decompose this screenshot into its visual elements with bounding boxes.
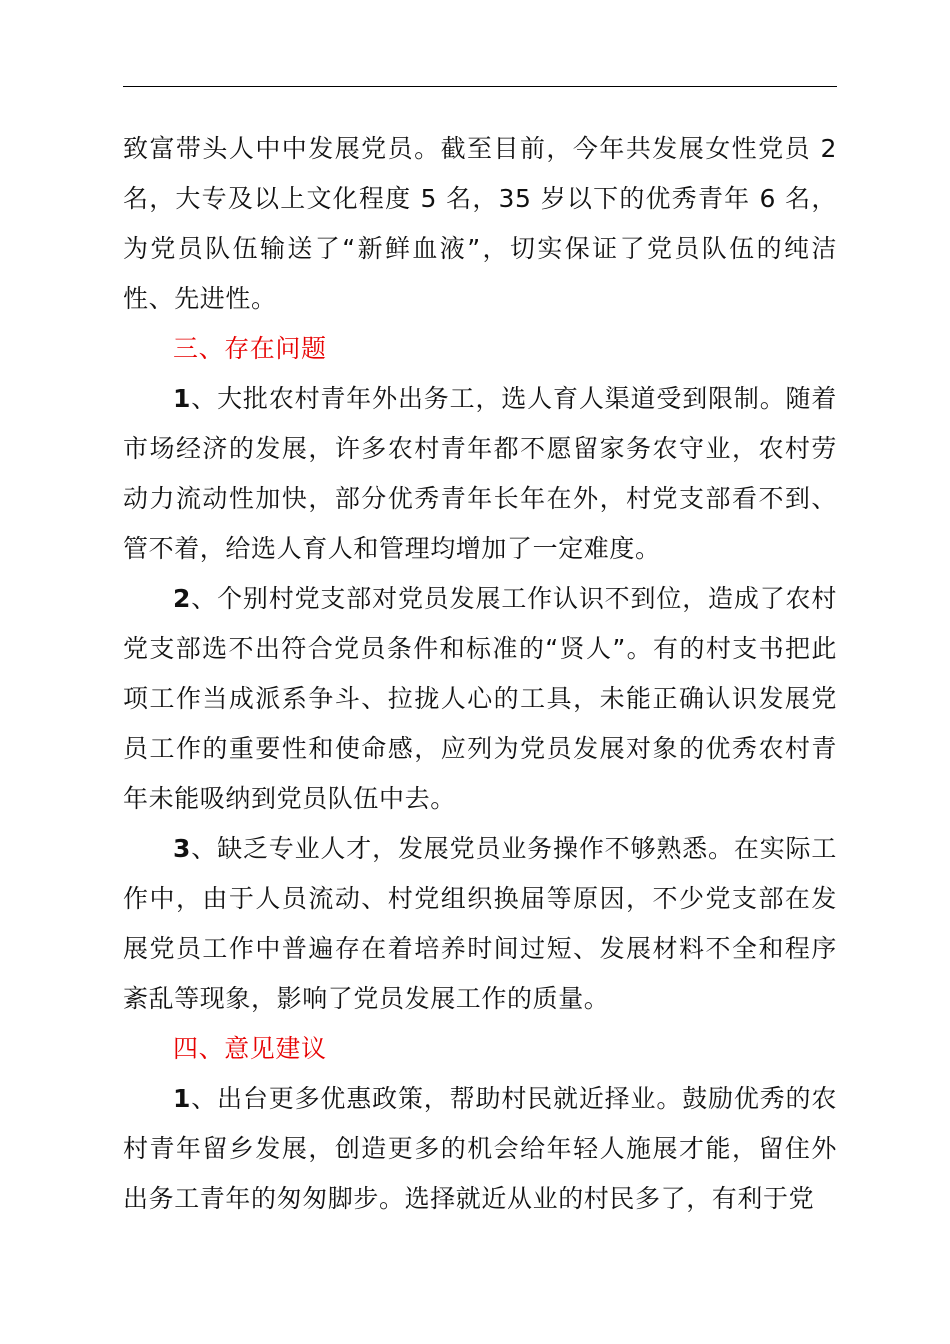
heading-text: 三、存在问题 bbox=[173, 334, 327, 363]
section-heading-suggestions bbox=[123, 1024, 837, 1074]
header-rule bbox=[123, 86, 837, 87]
paragraph-text: 致富带头人中中发展党员。截至目前，今年共发展女性党员 2 名，大专及以上文化程度 5 名，35 岁以下的优秀青年 6 名，为党员队伍输送了“新鲜血液”，切实保证了党员队伍的纯洁性、先进性。 bbox=[123, 134, 837, 313]
item-number: 1 bbox=[173, 384, 191, 413]
paragraph-problem-1 bbox=[123, 374, 837, 574]
paragraph-text: 、大批农村青年外出务工，选人育人渠道受到限制。随着市场经济的发展，许多农村青年都不愿留家务农守业，农村劳动力流动性加快，部分优秀青年长年在外，村党支部看不到、管不着，给选人育人和管理均增加了一定难度。 bbox=[123, 384, 837, 563]
paragraph-text: 、出台更多优惠政策，帮助村民就近择业。鼓励优秀的农村青年留乡发展，创造更多的机会给年轻人施展才能，留住外出务工青年的匆匆脚步。选择就近从业的村民多了，有利于党 bbox=[123, 1084, 837, 1213]
heading-text: 四、意见建议 bbox=[173, 1034, 327, 1063]
paragraph-text: 、个别村党支部对党员发展工作认识不到位，造成了农村党支部选不出符合党员条件和标准的“贤人”。有的村支书把此项工作当成派系争斗、拉拢人心的工具，未能正确认识发展党员工作的重要性和使命感，应列为党员发展对象的优秀农村青年未能吸纳到党员队伍中去。 bbox=[123, 584, 837, 813]
section-heading-problems bbox=[123, 324, 837, 374]
paragraph-problem-3 bbox=[123, 824, 837, 1024]
item-number: 1 bbox=[173, 1084, 191, 1113]
item-number: 3 bbox=[173, 834, 191, 863]
paragraph-suggestion-1 bbox=[123, 1074, 837, 1224]
paragraph-problem-2 bbox=[123, 574, 837, 824]
paragraph-intro-continuation bbox=[123, 124, 837, 324]
paragraph-text: 、缺乏专业人才，发展党员业务操作不够熟悉。在实际工作中，由于人员流动、村党组织换届等原因，不少党支部在发展党员工作中普遍存在着培养时间过短、发展材料不全和程序紊乱等现象，影响了党员发展工作的质量。 bbox=[123, 834, 837, 1013]
item-number: 2 bbox=[173, 584, 191, 613]
document-body bbox=[123, 124, 837, 1224]
